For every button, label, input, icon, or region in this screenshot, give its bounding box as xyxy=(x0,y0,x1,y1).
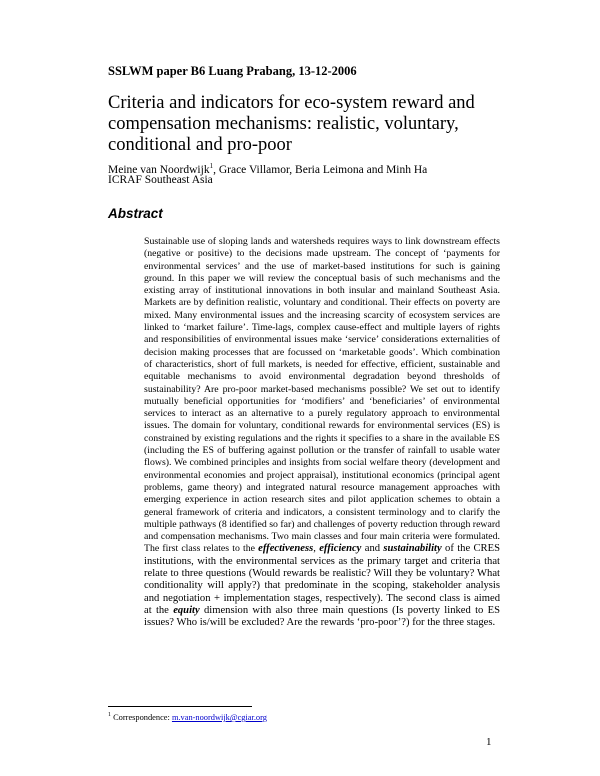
abstract-text-part-3: dimension with also three main questions (Is poverty linked to ES issues? Who is/will be excluded? Are the rewards ‘pro-poor’?) for the three stages. xyxy=(144,604,500,629)
abstract-sep-2: and xyxy=(361,543,384,555)
emphasis-sustainability: sustainability xyxy=(383,543,442,555)
paper-title: Criteria and indicators for eco-system reward and compensation mechanisms: realistic, voluntary, conditional and pro-poor xyxy=(108,93,475,155)
abstract-heading: Abstract xyxy=(108,206,163,221)
emphasis-equity: equity xyxy=(173,604,200,616)
footnote xyxy=(108,712,267,722)
abstract-text-part-2: of the CRES institutions, with the environmental services as the primary target and criteria that relate to three questions (Would rewards be realistic? Will they be voluntary? What conditionality will apply?) that predominate in the scoping, stakeholder analysis and negotiation + implementation stages, respectively). The second class is aimed at the xyxy=(144,543,500,616)
other-authors: , Grace Villamor, Beria Leimona and Minh Ha xyxy=(213,163,428,176)
footnote-label: Correspondence: xyxy=(111,712,172,722)
footnote-divider xyxy=(108,706,252,707)
correspondence-email-link[interactable]: m.van-noordwijk@cgiar.org xyxy=(171,712,267,722)
abstract-text-tail xyxy=(144,543,500,628)
affiliation: ICRAF Southeast Asia xyxy=(108,174,213,186)
page-number: 1 xyxy=(486,736,492,748)
emphasis-efficiency: efficiency xyxy=(319,543,362,555)
emphasis-effectiveness: effectiveness xyxy=(258,543,314,555)
first-author: Meine van Noordwijk xyxy=(108,163,210,176)
footnote-number: 1 xyxy=(108,712,111,718)
abstract-sep-1: , xyxy=(313,543,320,555)
footnote-marker: 1 xyxy=(209,162,214,170)
abstract-body xyxy=(144,236,500,630)
paper-header: SSLWM paper B6 Luang Prabang, 13-12-2006 xyxy=(108,64,357,78)
abstract-text-part-1: Sustainable use of sloping lands and watersheds requires ways to link downstream effects (negative or positive) to the decisions made upstream. The concept of ‘payments for environmental services’ and the use of market-based institutions for such is gaining ground. In this paper we will review the conceptual basis of such mechanisms and the existing array of institutional innovations in both insular and mainland Southeast Asia. Markets are by definition realistic, voluntary and conditional. Their effects on poverty are mixed. Many environmental issues and the increasing scarcity of ecosystem services are linked to ‘market failure’. Time-lags, complex cause-effect and multiple layers of rights and responsibilities of environmental issues make ‘service’ considerations externalities of decision making processes that are focussed on ‘marketable goods’. Which combination of characteristics, short of full markets, is needed for effective, efficient, sustainable and equitable mechanisms to avoid environmental degradation beyond thresholds of sustainability? Are pro-poor market-based mechanisms possible? We set out to identify mutually beneficial opportunities for ‘modifiers’ and ‘beneficiaries’ of environmental services to interact as an alternative to a purely regulatory approach to environmental issues. The domain for voluntary, conditional rewards for environmental services (ES) is constrained by existing regulations and the rights it specifies to a share in the available ES (including the ES of buffering against pollution or the transfer of rainfall to usable water flows). We combined principles and insights from social welfare theory (development and environmental economies and project appraisal), institutional economics (principal agent problems, game theory) and integrated natural resource management approaches with emerging experience in action research sites and pilot application schemes to obtain a general framework of criteria and indicators, a consistent terminology and to clarify the multiple pathways (8 identified so far) and challenges of poverty reduction through reward and compensation mechanisms. Two main classes and four main criteria were formulated. The first class relates to the xyxy=(144,236,500,555)
